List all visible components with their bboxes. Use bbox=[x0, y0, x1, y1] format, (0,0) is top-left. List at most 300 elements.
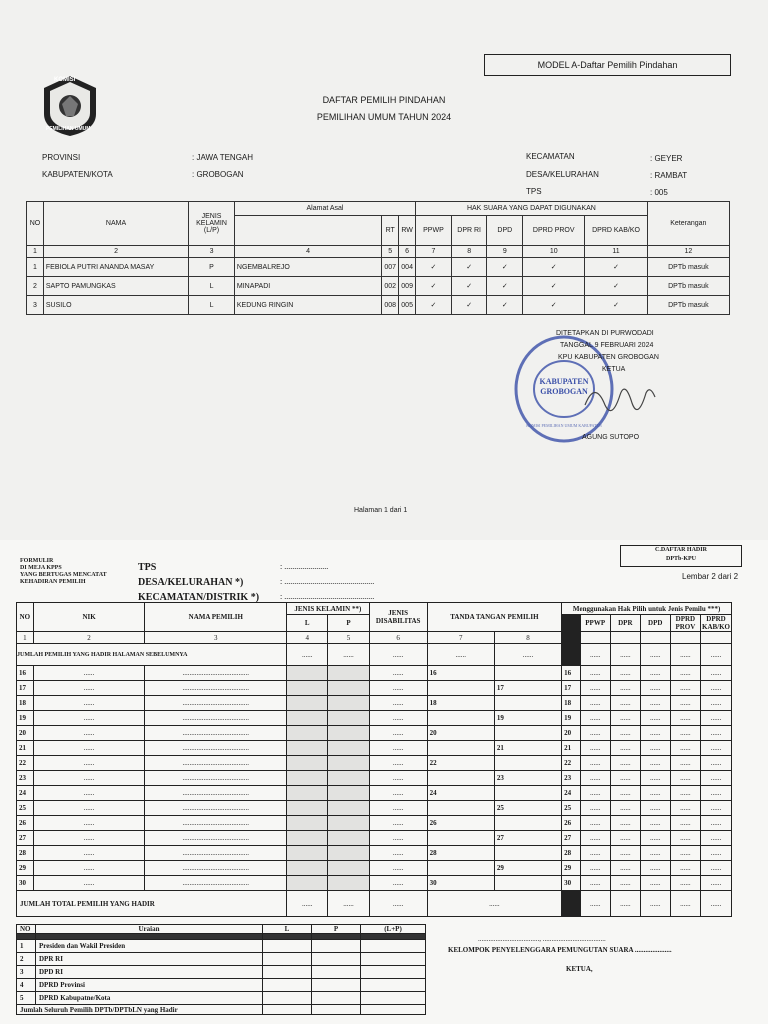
hak-dots: ...... bbox=[580, 876, 610, 891]
cell-empty bbox=[263, 979, 312, 992]
formulir-line: FORMULIR bbox=[20, 558, 54, 564]
hak-dots: ...... bbox=[640, 786, 670, 801]
cell-blank bbox=[562, 632, 580, 644]
check-icon: ✓ bbox=[487, 258, 523, 277]
row-number: 30 bbox=[17, 876, 34, 891]
hak-dots: ...... bbox=[701, 846, 732, 861]
check-icon: ✓ bbox=[487, 296, 523, 315]
hak-dots: ...... bbox=[640, 726, 670, 741]
jk-p-cell bbox=[328, 711, 369, 726]
row-number-right: 22 bbox=[562, 756, 580, 771]
logo-text-bottom: PEMILIHAN UMUM bbox=[46, 126, 91, 132]
table-row bbox=[17, 666, 732, 681]
jk-p-cell bbox=[328, 861, 369, 876]
disabilitas-dots: ...... bbox=[369, 726, 427, 741]
signature-cell-right bbox=[494, 696, 561, 711]
jk-p-cell bbox=[328, 846, 369, 861]
dots: ...... bbox=[287, 891, 328, 917]
col-number: 11 bbox=[585, 246, 647, 258]
daftar-hadir-box bbox=[620, 545, 742, 567]
disabilitas-dots: ...... bbox=[369, 666, 427, 681]
nama-dots: ...................................... bbox=[145, 846, 287, 861]
dots: ...... bbox=[427, 644, 494, 666]
pindahan-table bbox=[26, 201, 730, 315]
col-number: 8 bbox=[451, 246, 487, 258]
signature-cell-left: 16 bbox=[427, 666, 494, 681]
jk-l-cell bbox=[287, 771, 328, 786]
tps-value: : 005 bbox=[650, 188, 668, 197]
check-icon: ✓ bbox=[416, 296, 452, 315]
formulir-line: YANG BERTUGAS MENCATAT bbox=[20, 572, 107, 578]
rekap-row bbox=[17, 966, 426, 979]
cell-rw: 009 bbox=[399, 277, 416, 296]
hak-dots: ...... bbox=[610, 696, 640, 711]
jk-l-cell bbox=[287, 726, 328, 741]
cell-no: 3 bbox=[27, 296, 44, 315]
col-number: 6 bbox=[369, 632, 427, 644]
nama-dots: ...................................... bbox=[145, 666, 287, 681]
table-row bbox=[17, 756, 732, 771]
cell-no: 1 bbox=[27, 258, 44, 277]
nama-dots: ...................................... bbox=[145, 831, 287, 846]
row-number: 16 bbox=[17, 666, 34, 681]
hak-dots: ...... bbox=[580, 831, 610, 846]
disabilitas-dots: ...... bbox=[369, 816, 427, 831]
hak-dots: ...... bbox=[701, 801, 732, 816]
hak-dots: ...... bbox=[670, 831, 700, 846]
row-number: 26 bbox=[17, 816, 34, 831]
col-number: 3 bbox=[189, 246, 235, 258]
cell-rt: 002 bbox=[382, 277, 399, 296]
p2-tps-label: TPS bbox=[138, 562, 157, 573]
rekap-table bbox=[16, 924, 426, 1015]
hak-dots: ...... bbox=[580, 726, 610, 741]
hak-dots: ...... bbox=[580, 816, 610, 831]
dots: ...... bbox=[287, 644, 328, 666]
table-row bbox=[27, 258, 730, 277]
cell-empty bbox=[361, 979, 426, 992]
row-number: 17 bbox=[17, 681, 34, 696]
total-label: JUMLAH TOTAL PEMILIH YANG HADIR bbox=[20, 900, 155, 908]
hak-dots: ...... bbox=[670, 711, 700, 726]
jk-l-cell bbox=[287, 711, 328, 726]
hak-dots: ...... bbox=[640, 801, 670, 816]
signature-scribble bbox=[580, 375, 660, 430]
logo-text-top: KOMISI bbox=[54, 77, 76, 83]
jk-l-cell bbox=[287, 876, 328, 891]
cell-jk: P bbox=[189, 258, 235, 277]
hak-dots: ...... bbox=[610, 816, 640, 831]
check-icon: ✓ bbox=[416, 277, 452, 296]
col-number: 7 bbox=[427, 632, 494, 644]
row-number-right: 29 bbox=[562, 861, 580, 876]
jk-l-cell bbox=[287, 681, 328, 696]
date-line: ..................................., .................................... bbox=[478, 935, 606, 943]
th-dis: JENIS DISABILITAS bbox=[369, 603, 427, 632]
cell-empty bbox=[312, 1005, 361, 1015]
sig-line-3: KPU KABUPATEN GROBOGAN bbox=[558, 354, 659, 361]
hak-dots: ...... bbox=[580, 771, 610, 786]
col-number: 5 bbox=[328, 632, 369, 644]
nama-dots: ...................................... bbox=[145, 861, 287, 876]
col-number: 1 bbox=[17, 632, 34, 644]
row-number-right: 30 bbox=[562, 876, 580, 891]
jk-p-cell bbox=[328, 726, 369, 741]
cell-empty bbox=[263, 953, 312, 966]
nik-dots: ...... bbox=[33, 846, 145, 861]
page1-title: DAFTAR PEMILIH PINDAHAN bbox=[322, 95, 446, 105]
jk-p-cell bbox=[328, 771, 369, 786]
th-ket: Keterangan bbox=[647, 202, 729, 246]
th-blank bbox=[562, 615, 580, 632]
jk-l-cell bbox=[287, 666, 328, 681]
table-row bbox=[17, 816, 732, 831]
kpu-logo bbox=[40, 74, 100, 138]
dots: ...... bbox=[701, 891, 732, 917]
rekap-row bbox=[17, 940, 426, 953]
hak-dots: ...... bbox=[670, 681, 700, 696]
cell-empty bbox=[312, 966, 361, 979]
table-row bbox=[17, 696, 732, 711]
dots: ...... bbox=[701, 644, 732, 666]
dots: ...... bbox=[640, 644, 670, 666]
th-dprri: DPR RI bbox=[451, 216, 487, 246]
rekap-row bbox=[17, 992, 426, 1005]
signatory-name: AGUNG SUTOPO bbox=[582, 434, 640, 441]
jk-l-cell bbox=[287, 786, 328, 801]
cell-jk: L bbox=[189, 296, 235, 315]
col-number: 3 bbox=[145, 632, 287, 644]
nik-dots: ...... bbox=[33, 831, 145, 846]
hak-dots: ...... bbox=[610, 681, 640, 696]
p2-kec-field: : ............................................. bbox=[280, 592, 375, 601]
row-number-right: 24 bbox=[562, 786, 580, 801]
nama-dots: ...................................... bbox=[145, 801, 287, 816]
disabilitas-dots: ...... bbox=[369, 861, 427, 876]
disabilitas-dots: ...... bbox=[369, 696, 427, 711]
hak-dots: ...... bbox=[580, 846, 610, 861]
disabilitas-dots: ...... bbox=[369, 711, 427, 726]
signature-cell-right: 23 bbox=[494, 771, 561, 786]
lembar-label: Lembar 2 dari 2 bbox=[682, 572, 739, 581]
th-nik: NIK bbox=[33, 603, 145, 632]
disabilitas-dots: ...... bbox=[369, 846, 427, 861]
th-uraian: Uraian bbox=[36, 925, 263, 934]
hak-dots: ...... bbox=[640, 741, 670, 756]
th-no: NO bbox=[27, 202, 44, 246]
signature-cell-right: 17 bbox=[494, 681, 561, 696]
nik-dots: ...... bbox=[33, 741, 145, 756]
col-number: 4 bbox=[287, 632, 328, 644]
cell-empty bbox=[670, 632, 700, 644]
jk-p-cell bbox=[328, 876, 369, 891]
hak-dots: ...... bbox=[640, 681, 670, 696]
cell-uraian: Presiden dan Wakil Presiden bbox=[36, 940, 263, 953]
row-number: 20 bbox=[17, 726, 34, 741]
col-number: 12 bbox=[647, 246, 729, 258]
disabilitas-dots: ...... bbox=[369, 756, 427, 771]
daftar-hadir-table bbox=[16, 602, 732, 917]
th-ppwp: PPWP bbox=[416, 216, 452, 246]
dots: ...... bbox=[580, 644, 610, 666]
hak-dots: ...... bbox=[580, 666, 610, 681]
cell-empty bbox=[361, 953, 426, 966]
th-ttd: TANDA TANGAN PEMILIH bbox=[427, 603, 562, 632]
signature-cell-left bbox=[427, 681, 494, 696]
kecamatan-value: : GEYER bbox=[650, 154, 683, 163]
th-dprdkab: DPRD KAB/KO bbox=[702, 615, 731, 631]
hak-dots: ...... bbox=[580, 861, 610, 876]
jk-p-cell bbox=[328, 831, 369, 846]
check-icon: ✓ bbox=[585, 296, 647, 315]
disabilitas-dots: ...... bbox=[369, 831, 427, 846]
signature-cell-right bbox=[494, 726, 561, 741]
jk-p-cell bbox=[328, 816, 369, 831]
th-no: NO bbox=[17, 925, 36, 934]
hak-dots: ...... bbox=[580, 741, 610, 756]
provinsi-value: : JAWA TENGAH bbox=[192, 153, 254, 162]
tps-label: TPS bbox=[526, 187, 542, 196]
hak-dots: ...... bbox=[610, 846, 640, 861]
th-dprdprov: DPRD PROV bbox=[670, 615, 700, 632]
jk-l-cell bbox=[287, 696, 328, 711]
th-dpd: DPD bbox=[487, 216, 523, 246]
cell-no: 4 bbox=[17, 979, 36, 992]
cell-empty bbox=[312, 953, 361, 966]
dots: ...... bbox=[670, 644, 700, 666]
row-number: 27 bbox=[17, 831, 34, 846]
sig-line-2: TANGGAL 9 FEBRUARI 2024 bbox=[560, 342, 654, 349]
cell-uraian: DPRD Provinsi bbox=[36, 979, 263, 992]
hak-dots: ...... bbox=[640, 876, 670, 891]
check-icon: ✓ bbox=[523, 258, 585, 277]
dots: ...... bbox=[369, 644, 427, 666]
dots: ...... bbox=[369, 891, 427, 917]
th-rw: RW bbox=[399, 216, 416, 246]
col-number: 9 bbox=[487, 246, 523, 258]
hak-dots: ...... bbox=[670, 756, 700, 771]
signature-cell-left: 26 bbox=[427, 816, 494, 831]
nama-dots: ...................................... bbox=[145, 786, 287, 801]
nama-dots: ...................................... bbox=[145, 816, 287, 831]
row-number-right: 28 bbox=[562, 846, 580, 861]
cell-empty bbox=[263, 992, 312, 1005]
hak-dots: ...... bbox=[701, 681, 732, 696]
box-line-1: C.DAFTAR HADIR bbox=[655, 547, 707, 553]
th-dprdkab: DPRD KAB/KO bbox=[585, 216, 647, 246]
rekap-row bbox=[17, 953, 426, 966]
nik-dots: ...... bbox=[33, 861, 145, 876]
table-row bbox=[17, 711, 732, 726]
nik-dots: ...... bbox=[33, 756, 145, 771]
jk-l-cell bbox=[287, 846, 328, 861]
cell-empty bbox=[610, 632, 640, 644]
row-number: 29 bbox=[17, 861, 34, 876]
hak-dots: ...... bbox=[701, 816, 732, 831]
column-number-row bbox=[27, 246, 730, 258]
signature-cell-left bbox=[427, 801, 494, 816]
cell-empty bbox=[361, 992, 426, 1005]
row-number: 22 bbox=[17, 756, 34, 771]
hak-dots: ...... bbox=[610, 876, 640, 891]
nama-dots: ...................................... bbox=[145, 711, 287, 726]
hak-dots: ...... bbox=[610, 801, 640, 816]
hak-dots: ...... bbox=[670, 801, 700, 816]
hak-dots: ...... bbox=[640, 861, 670, 876]
nik-dots: ...... bbox=[33, 726, 145, 741]
check-icon: ✓ bbox=[451, 277, 487, 296]
cell-ket: DPTb masuk bbox=[647, 277, 729, 296]
nik-dots: ...... bbox=[33, 771, 145, 786]
hak-dots: ...... bbox=[670, 861, 700, 876]
nik-dots: ...... bbox=[33, 711, 145, 726]
th-alamat-sub bbox=[234, 216, 381, 246]
jk-l-cell bbox=[287, 861, 328, 876]
formulir-line: KEHADIRAN PEMILIH bbox=[20, 579, 86, 585]
hak-dots: ...... bbox=[701, 696, 732, 711]
cell-alamat: KEDUNG RINGIN bbox=[234, 296, 381, 315]
cell-nama: FEBIOLA PUTRI ANANDA MASAY bbox=[43, 258, 188, 277]
table-row bbox=[17, 771, 732, 786]
dots: ...... bbox=[328, 891, 369, 917]
check-icon: ✓ bbox=[585, 277, 647, 296]
row-number-right: 19 bbox=[562, 711, 580, 726]
cell-no: 2 bbox=[27, 277, 44, 296]
dots: ...... bbox=[610, 644, 640, 666]
table-row bbox=[17, 876, 732, 891]
hak-dots: ...... bbox=[640, 756, 670, 771]
jk-l-cell bbox=[287, 831, 328, 846]
cell-ket: DPTb masuk bbox=[647, 258, 729, 277]
hak-dots: ...... bbox=[701, 786, 732, 801]
hak-dots: ...... bbox=[610, 726, 640, 741]
hak-dots: ...... bbox=[610, 786, 640, 801]
jk-l-cell bbox=[287, 756, 328, 771]
row-number: 23 bbox=[17, 771, 34, 786]
hak-dots: ...... bbox=[701, 726, 732, 741]
kabkota-label: KABUPATEN/KOTA bbox=[42, 170, 113, 179]
jk-l-cell bbox=[287, 816, 328, 831]
col-number: 2 bbox=[43, 246, 188, 258]
signature-cell-right bbox=[494, 756, 561, 771]
cell-nama: SAPTO PAMUNGKAS bbox=[43, 277, 188, 296]
hak-dots: ...... bbox=[670, 771, 700, 786]
col-number: 1 bbox=[27, 246, 44, 258]
p2-kec-label: KECAMATAN/DISTRIK *) bbox=[138, 592, 260, 603]
disabilitas-dots: ...... bbox=[369, 681, 427, 696]
hak-dots: ...... bbox=[701, 741, 732, 756]
cell-empty bbox=[263, 940, 312, 953]
jk-l-cell bbox=[287, 741, 328, 756]
col-number: 8 bbox=[494, 632, 561, 644]
hak-dots: ...... bbox=[580, 786, 610, 801]
formulir-line: DI MEJA KPPS bbox=[20, 565, 62, 571]
cell-jk: L bbox=[189, 277, 235, 296]
table-row bbox=[17, 801, 732, 816]
th-alamat: Alamat Asal bbox=[234, 202, 415, 216]
th-l: L bbox=[287, 615, 328, 632]
cell-no: 2 bbox=[17, 953, 36, 966]
row-number: 21 bbox=[17, 741, 34, 756]
stamp-center-text: KABUPATEN GROBOGAN bbox=[539, 377, 589, 396]
signature-cell-right: 27 bbox=[494, 831, 561, 846]
cell-empty bbox=[312, 979, 361, 992]
col-number: 5 bbox=[382, 246, 399, 258]
box-line-2: DPTb-KPU bbox=[666, 556, 696, 562]
hak-dots: ...... bbox=[610, 741, 640, 756]
p2-tps-field: : ...................... bbox=[280, 562, 329, 571]
nama-dots: ...................................... bbox=[145, 681, 287, 696]
row-number: 25 bbox=[17, 801, 34, 816]
th-nama: NAMA PEMILIH bbox=[145, 603, 287, 632]
jk-p-cell bbox=[328, 756, 369, 771]
cell-empty bbox=[640, 632, 670, 644]
model-box: MODEL A-Daftar Pemilih Pindahan bbox=[484, 54, 731, 76]
nama-dots: ...................................... bbox=[145, 696, 287, 711]
hak-dots: ...... bbox=[610, 711, 640, 726]
hak-dots: ...... bbox=[610, 756, 640, 771]
column-number-row bbox=[17, 632, 732, 644]
nik-dots: ...... bbox=[33, 786, 145, 801]
cell-empty bbox=[361, 966, 426, 979]
signature-cell-right: 21 bbox=[494, 741, 561, 756]
hak-dots: ...... bbox=[701, 861, 732, 876]
cell-empty bbox=[312, 992, 361, 1005]
dots: ...... bbox=[427, 891, 562, 917]
hak-dots: ...... bbox=[580, 756, 610, 771]
prev-label: JUMLAH PEMILIH YANG HADIR HALAMAN SEBELUMNYA bbox=[17, 644, 287, 666]
nik-dots: ...... bbox=[33, 666, 145, 681]
row-number-right: 25 bbox=[562, 801, 580, 816]
signature-cell-left: 30 bbox=[427, 876, 494, 891]
jk-p-cell bbox=[328, 786, 369, 801]
signature-cell-left bbox=[427, 741, 494, 756]
hak-dots: ...... bbox=[610, 666, 640, 681]
cell-rw: 004 bbox=[399, 258, 416, 277]
hak-dots: ...... bbox=[670, 741, 700, 756]
dots: ...... bbox=[494, 644, 561, 666]
sig-line-1: DITETAPKAN DI PURWODADI bbox=[556, 330, 654, 337]
signature-cell-right bbox=[494, 786, 561, 801]
kelompok-label: KELOMPOK PENYELENGGARA PEMUNGUTAN SUARA ..................... bbox=[448, 946, 672, 954]
cell-empty bbox=[312, 940, 361, 953]
nik-dots: ...... bbox=[33, 876, 145, 891]
cell-no: 1 bbox=[17, 940, 36, 953]
hak-dots: ...... bbox=[640, 696, 670, 711]
signature-cell-left: 28 bbox=[427, 846, 494, 861]
cell-rt: 008 bbox=[382, 296, 399, 315]
cell-rw: 005 bbox=[399, 296, 416, 315]
th-dpd: DPD bbox=[640, 615, 670, 632]
check-icon: ✓ bbox=[416, 258, 452, 277]
table-row bbox=[17, 681, 732, 696]
row-number-right: 23 bbox=[562, 771, 580, 786]
signature-cell-left: 24 bbox=[427, 786, 494, 801]
signature-cell-left bbox=[427, 861, 494, 876]
signature-cell-right: 25 bbox=[494, 801, 561, 816]
row-number-right: 21 bbox=[562, 741, 580, 756]
th-lp: (L+P) bbox=[361, 925, 426, 934]
check-icon: ✓ bbox=[523, 296, 585, 315]
jk-p-cell bbox=[328, 696, 369, 711]
hak-dots: ...... bbox=[610, 861, 640, 876]
disabilitas-dots: ...... bbox=[369, 786, 427, 801]
table-row bbox=[17, 726, 732, 741]
jk-p-cell bbox=[328, 801, 369, 816]
col-number: 7 bbox=[416, 246, 452, 258]
row-number: 24 bbox=[17, 786, 34, 801]
hak-dots: ...... bbox=[640, 846, 670, 861]
